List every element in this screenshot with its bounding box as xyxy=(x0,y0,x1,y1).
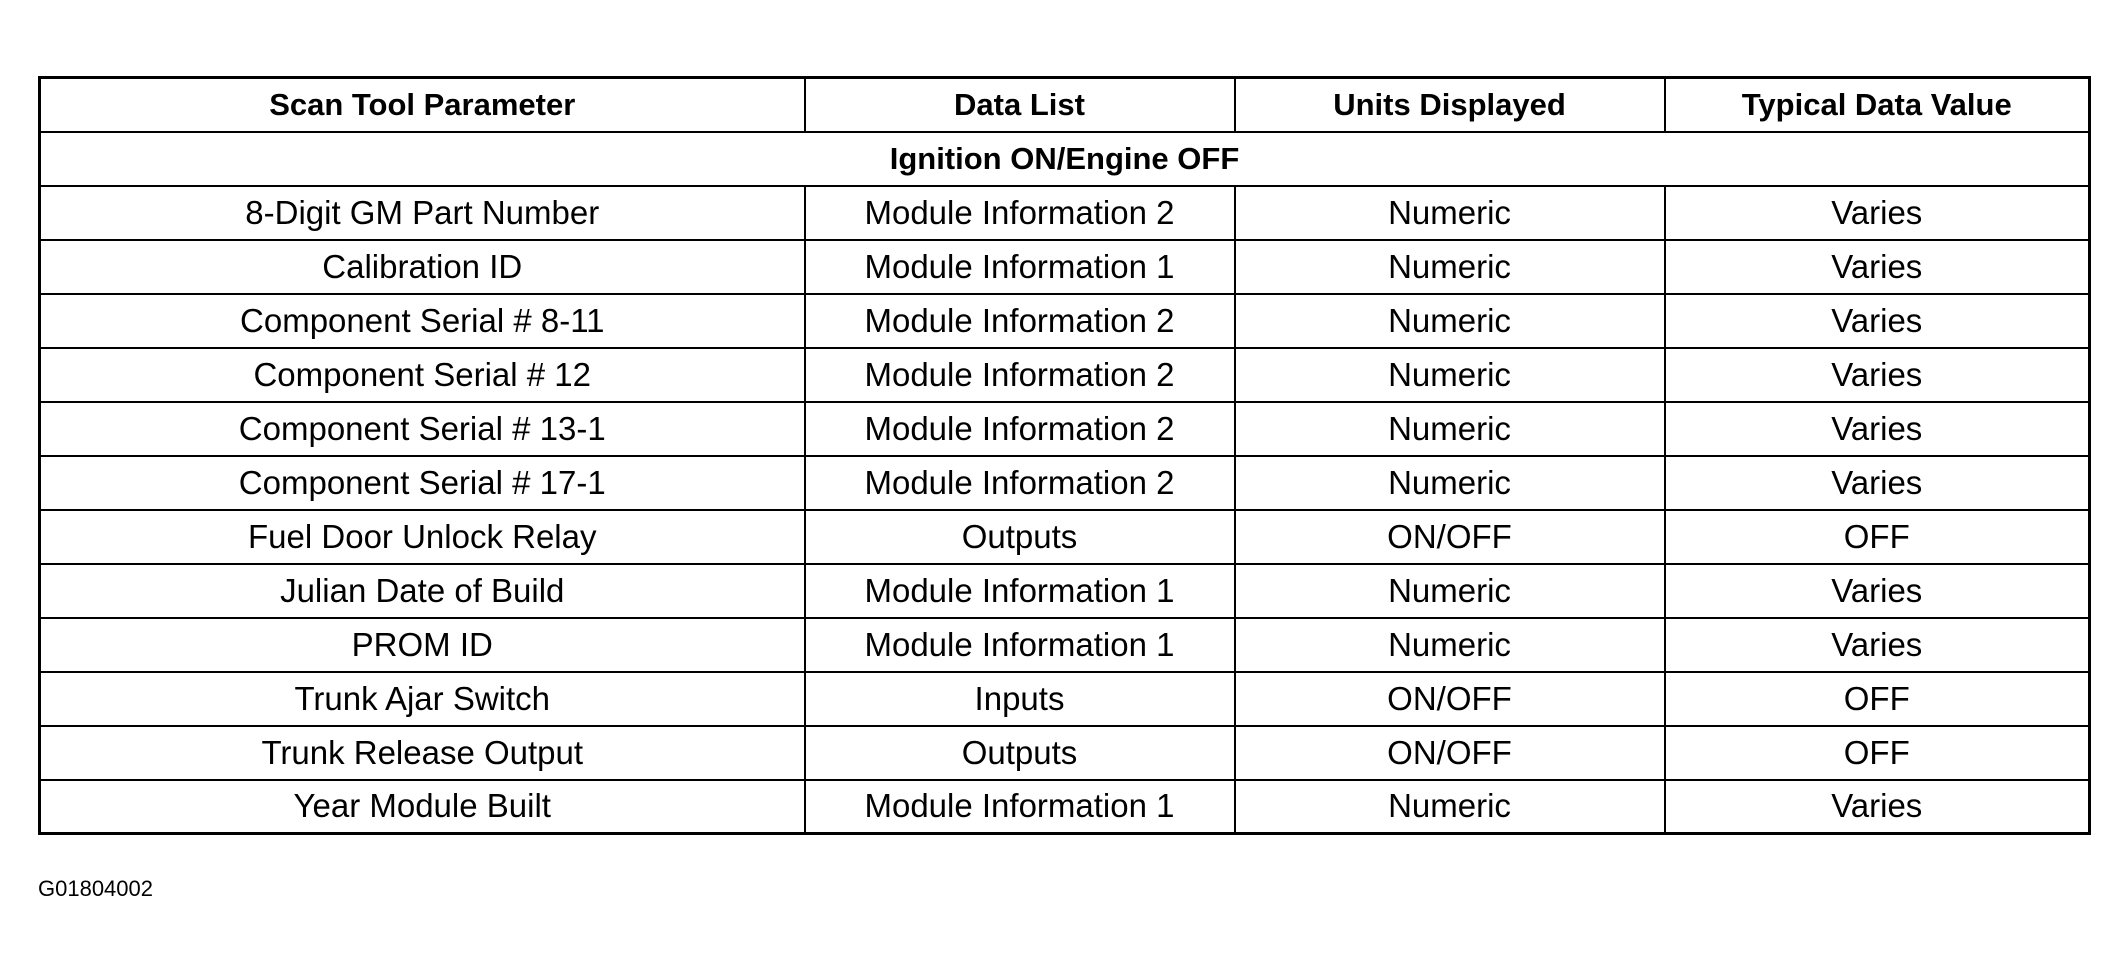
cell-units: Numeric xyxy=(1235,240,1665,294)
cell-data-list: Module Information 2 xyxy=(805,294,1235,348)
cell-parameter: Component Serial # 17-1 xyxy=(40,456,805,510)
table-row xyxy=(40,564,2090,618)
scan-tool-data-table xyxy=(38,76,2091,835)
table-row xyxy=(40,672,2090,726)
cell-parameter: Component Serial # 12 xyxy=(40,348,805,402)
cell-data-list: Module Information 2 xyxy=(805,348,1235,402)
scan-tool-data-table-container xyxy=(38,76,2088,835)
cell-units: Numeric xyxy=(1235,186,1665,240)
table-row xyxy=(40,456,2090,510)
cell-units: Numeric xyxy=(1235,402,1665,456)
cell-data-list: Module Information 2 xyxy=(805,402,1235,456)
cell-typical-value: Varies xyxy=(1665,618,2090,672)
table-row xyxy=(40,780,2090,834)
table-row xyxy=(40,186,2090,240)
header-data-list: Data List xyxy=(805,78,1235,132)
cell-units: Numeric xyxy=(1235,294,1665,348)
figure-id: G01804002 xyxy=(38,876,153,901)
cell-units: ON/OFF xyxy=(1235,510,1665,564)
table-header-row xyxy=(40,78,2090,132)
table-row xyxy=(40,402,2090,456)
cell-typical-value: Varies xyxy=(1665,564,2090,618)
header-scan-tool-parameter: Scan Tool Parameter xyxy=(40,78,805,132)
cell-data-list: Module Information 2 xyxy=(805,186,1235,240)
table-row xyxy=(40,510,2090,564)
cell-typical-value: Varies xyxy=(1665,456,2090,510)
cell-typical-value: Varies xyxy=(1665,240,2090,294)
cell-units: Numeric xyxy=(1235,564,1665,618)
section-row xyxy=(40,132,2090,186)
cell-parameter: Trunk Ajar Switch xyxy=(40,672,805,726)
cell-units: Numeric xyxy=(1235,780,1665,834)
cell-units: ON/OFF xyxy=(1235,672,1665,726)
cell-data-list: Module Information 2 xyxy=(805,456,1235,510)
cell-data-list: Outputs xyxy=(805,726,1235,780)
cell-units: Numeric xyxy=(1235,348,1665,402)
header-units-displayed: Units Displayed xyxy=(1235,78,1665,132)
table-row xyxy=(40,726,2090,780)
cell-parameter: Trunk Release Output xyxy=(40,726,805,780)
cell-data-list: Module Information 1 xyxy=(805,564,1235,618)
header-typical-data-value: Typical Data Value xyxy=(1665,78,2090,132)
cell-units: Numeric xyxy=(1235,456,1665,510)
cell-typical-value: OFF xyxy=(1665,672,2090,726)
cell-typical-value: Varies xyxy=(1665,780,2090,834)
cell-units: Numeric xyxy=(1235,618,1665,672)
table-row xyxy=(40,348,2090,402)
table-row xyxy=(40,618,2090,672)
cell-typical-value: Varies xyxy=(1665,186,2090,240)
cell-typical-value: OFF xyxy=(1665,726,2090,780)
cell-typical-value: Varies xyxy=(1665,348,2090,402)
cell-typical-value: Varies xyxy=(1665,294,2090,348)
cell-parameter: 8-Digit GM Part Number xyxy=(40,186,805,240)
cell-typical-value: OFF xyxy=(1665,510,2090,564)
cell-typical-value: Varies xyxy=(1665,402,2090,456)
cell-data-list: Outputs xyxy=(805,510,1235,564)
cell-parameter: Fuel Door Unlock Relay xyxy=(40,510,805,564)
cell-units: ON/OFF xyxy=(1235,726,1665,780)
cell-parameter: Julian Date of Build xyxy=(40,564,805,618)
cell-parameter: Year Module Built xyxy=(40,780,805,834)
cell-data-list: Module Information 1 xyxy=(805,618,1235,672)
cell-data-list: Module Information 1 xyxy=(805,780,1235,834)
cell-data-list: Module Information 1 xyxy=(805,240,1235,294)
cell-data-list: Inputs xyxy=(805,672,1235,726)
cell-parameter: Component Serial # 8-11 xyxy=(40,294,805,348)
table-body xyxy=(40,132,2090,834)
table-row xyxy=(40,294,2090,348)
section-title: Ignition ON/Engine OFF xyxy=(40,132,2090,186)
cell-parameter: Component Serial # 13-1 xyxy=(40,402,805,456)
cell-parameter: Calibration ID xyxy=(40,240,805,294)
table-row xyxy=(40,240,2090,294)
cell-parameter: PROM ID xyxy=(40,618,805,672)
